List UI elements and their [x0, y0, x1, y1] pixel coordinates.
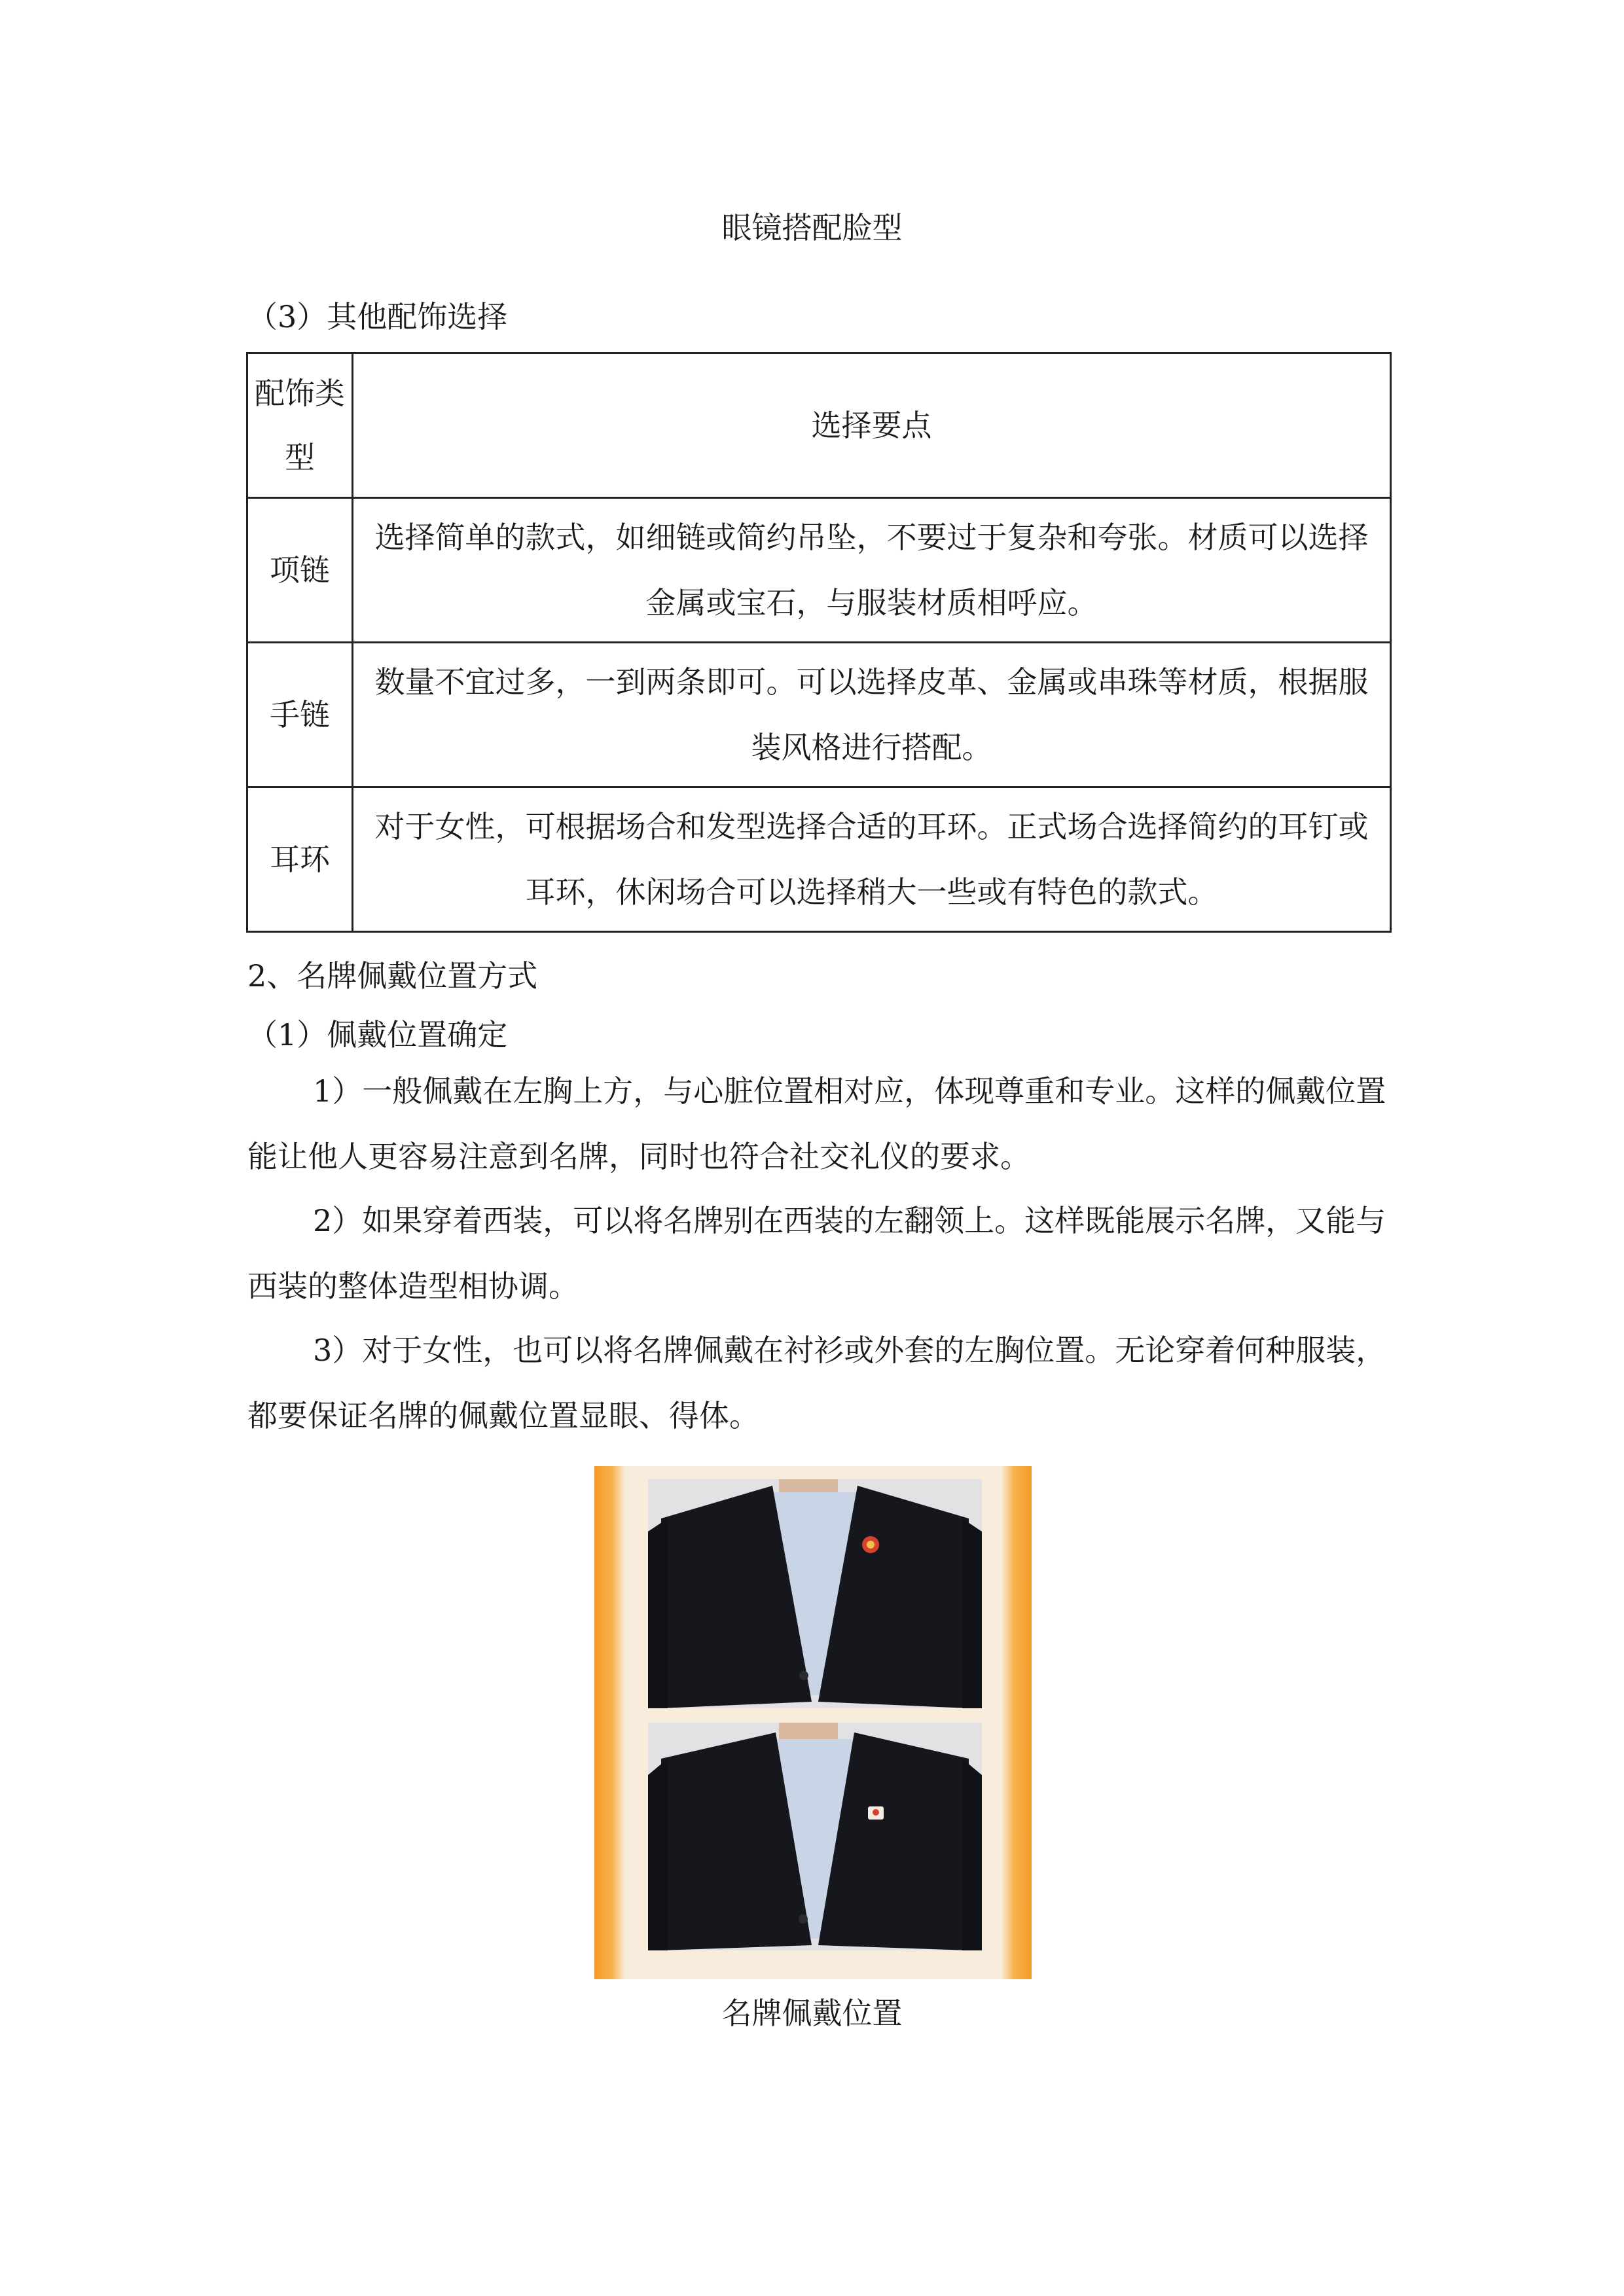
table-row: [247, 498, 1391, 643]
table-header-type: 配饰类型: [247, 353, 353, 498]
table-cell-points: 选择简单的款式，如细链或简约吊坠，不要过于复杂和夸张。材质可以选择金属或宝石，与服装材质相呼应。: [353, 498, 1391, 643]
table-header-row: [247, 353, 1391, 498]
nameplate-photo: [594, 1466, 1032, 1979]
table-cell-points: 数量不宜过多，一到两条即可。可以选择皮革、金属或串珠等材质，根据服装风格进行搭配。: [353, 643, 1391, 787]
table-row: [247, 643, 1391, 787]
table-cell-points: 对于女性，可根据场合和发型选择合适的耳环。正式场合选择简约的耳钉或耳环，休闲场合可以选择稍大一些或有特色的款式。: [353, 787, 1391, 932]
table-cell-type: 手链: [247, 643, 353, 787]
figure-caption-nameplate: 名牌佩戴位置: [721, 1996, 903, 2031]
section-heading-nameplate: 2、名牌佩戴位置方式: [247, 958, 538, 994]
section-heading-other-accessories: （3）其他配饰选择: [247, 299, 508, 334]
paragraph-2: 2）如果穿着西装，可以将名牌别在西装的左翻领上。这样既能展示名牌，又能与西装的整体造型相协调。: [247, 1203, 1386, 1304]
accessories-table: [246, 352, 1392, 933]
table-row: [247, 787, 1391, 932]
subsection-heading-position: （1）佩戴位置确定: [247, 1017, 508, 1052]
figure-caption-glasses: 眼镜搭配脸型: [721, 210, 903, 245]
photo-panel-bottom: [648, 1723, 982, 1950]
table-cell-type: 耳环: [247, 787, 353, 932]
table-cell-type: 项链: [247, 498, 353, 643]
photo-panel-top: [648, 1479, 982, 1708]
paragraph-3: 3）对于女性，也可以将名牌佩戴在衬衫或外套的左胸位置。无论穿着何种服装，都要保证名牌的佩戴位置显眼、得体。: [247, 1333, 1386, 1433]
table-header-points: 选择要点: [353, 353, 1391, 498]
paragraph-1: 1）一般佩戴在左胸上方，与心脏位置相对应，体现尊重和专业。这样的佩戴位置能让他人更容易注意到名牌，同时也符合社交礼仪的要求。: [247, 1073, 1386, 1174]
